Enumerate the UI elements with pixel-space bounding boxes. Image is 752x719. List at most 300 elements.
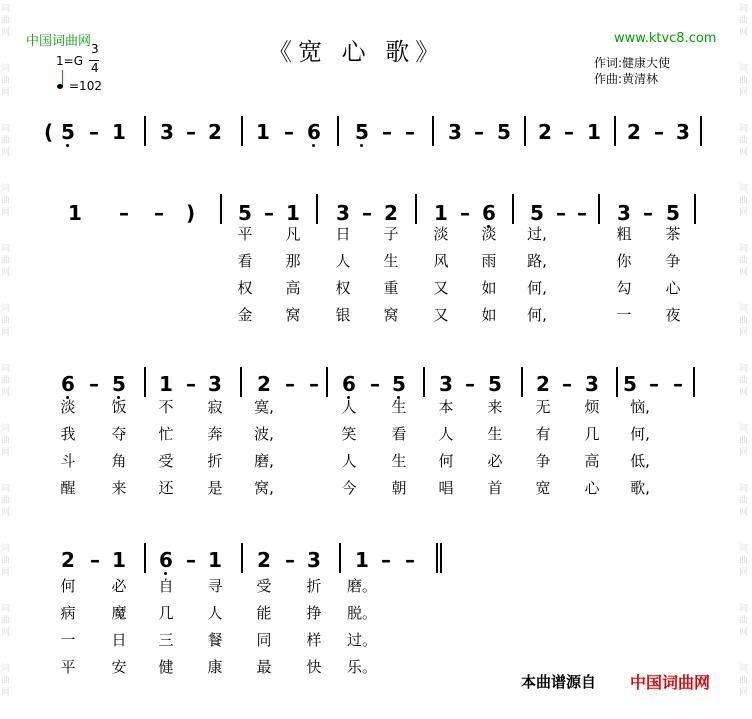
watermark-glyph: 词: [1, 484, 11, 494]
watermark-glyph: 曲: [739, 436, 749, 446]
note-token: –: [309, 372, 319, 396]
bar-line: [339, 543, 341, 573]
lyric-char: 安: [111, 658, 127, 676]
lyric-char: 康: [207, 658, 223, 676]
watermark-glyph: 词: [739, 64, 749, 74]
composer-credit: 作曲:黄清林: [594, 72, 659, 86]
watermark-glyph: 曲: [1, 496, 11, 506]
note-token: –: [460, 201, 470, 225]
watermark-glyph: 网: [739, 208, 749, 218]
bar-line: [512, 194, 514, 224]
watermark-glyph: 网: [739, 688, 749, 698]
source-label: 本曲谱源自: [521, 673, 597, 691]
lyric-char: 又: [433, 279, 449, 297]
source-site[interactable]: 中国词曲网: [630, 673, 711, 692]
note-token: 1: [159, 372, 173, 396]
watermark-glyph: 曲: [739, 316, 749, 326]
lyric-char: 无: [535, 398, 551, 416]
watermark-glyph: 网: [1, 388, 11, 398]
watermark-glyph: 词: [1, 604, 11, 614]
lyric-char: 如: [481, 306, 497, 324]
watermark-glyph: 词: [739, 664, 749, 674]
watermark-glyph: 词: [1, 184, 11, 194]
lyric-char: 我: [60, 425, 76, 443]
lyric-char: 最: [256, 658, 272, 676]
note-token: –: [577, 201, 587, 225]
lyric-char: 生: [391, 398, 407, 416]
note-token: –: [119, 201, 129, 225]
watermark-glyph: 词: [1, 304, 11, 314]
quarter-note-icon: [57, 84, 63, 89]
note-token: 6: [159, 549, 173, 571]
lyric-char: 歌,: [630, 479, 650, 497]
lyric-char: 几: [158, 604, 174, 622]
watermark-glyph: 曲: [1, 436, 11, 446]
lyric-char: 心: [665, 279, 681, 297]
note-token: 5: [530, 201, 544, 225]
lyric-char: 今: [341, 479, 357, 497]
lyric-char: 人: [207, 604, 223, 622]
note-token: 6: [482, 202, 496, 224]
lyric-char: 淡: [433, 225, 449, 243]
watermark-glyph: 词: [739, 604, 749, 614]
note-token: –: [649, 372, 659, 396]
time-sig-top: 3: [91, 42, 99, 56]
lyric-char: 人: [341, 452, 357, 470]
note-token: 5: [355, 121, 369, 143]
bar-line: [693, 367, 695, 397]
watermark-glyph: 网: [1, 208, 11, 218]
lyric-char: 醒: [60, 479, 76, 497]
watermark-glyph: 网: [1, 448, 11, 458]
bar-line: [440, 543, 442, 573]
lyric-char: 笑: [341, 425, 357, 443]
lyric-char: 受: [158, 452, 174, 470]
note-token: –: [264, 201, 274, 225]
lyric-char: 过。: [346, 631, 378, 649]
note-token: 1: [587, 120, 601, 144]
lyric-char: 金: [237, 306, 253, 324]
bar-line: [436, 543, 438, 573]
lyric-char: 何: [438, 452, 454, 470]
watermark-glyph: 网: [739, 628, 749, 638]
lyric-char: 磨,: [254, 452, 274, 470]
lyric-char: 人: [438, 425, 454, 443]
bar-line: [521, 367, 523, 397]
note-token: –: [654, 120, 664, 144]
lyric-char: 窝: [285, 306, 301, 324]
lyric-char: 茶: [665, 225, 681, 243]
lyric-char: 寂: [207, 398, 223, 416]
note-token: 3: [439, 372, 453, 396]
watermark-glyph: 曲: [1, 16, 11, 26]
note-token: –: [89, 120, 99, 144]
low-octave-dot: [66, 144, 69, 147]
lyric-char: 奔: [207, 425, 223, 443]
bar-line: [524, 116, 526, 146]
watermark-glyph: 词: [1, 124, 11, 134]
watermark-glyph: 网: [739, 28, 749, 38]
lyric-char: 受: [256, 577, 272, 595]
watermark-glyph: 网: [1, 148, 11, 158]
lyric-char: 斗: [60, 452, 76, 470]
note-token: 5: [666, 201, 680, 225]
site-name[interactable]: 中国词曲网: [26, 34, 92, 49]
watermark-glyph: 词: [1, 664, 11, 674]
lyric-char: 日: [335, 225, 351, 243]
note-token: –: [186, 120, 196, 144]
note-token: 5: [238, 201, 252, 225]
note-token: 2: [538, 120, 552, 144]
note-token: 5: [488, 372, 502, 396]
bar-line: [694, 194, 696, 224]
watermark-glyph: 网: [1, 508, 11, 518]
lyric-char: 高: [584, 452, 600, 470]
watermark-glyph: 曲: [1, 136, 11, 146]
watermark-glyph: 网: [1, 628, 11, 638]
watermark-glyph: 曲: [1, 316, 11, 326]
lyric-char: 折: [207, 452, 223, 470]
lyric-char: 一: [616, 306, 632, 324]
lyric-char: 何,: [630, 425, 650, 443]
watermark-glyph: 曲: [739, 376, 749, 386]
lyric-char: 高: [285, 279, 301, 297]
note-token: 1: [208, 548, 222, 572]
lyric-char: 何,: [527, 306, 547, 324]
watermark-glyph: 词: [1, 424, 11, 434]
note-token: 3: [208, 372, 222, 396]
note-token: –: [89, 372, 99, 396]
watermark-glyph: 网: [1, 28, 11, 38]
lyric-char: 你: [616, 252, 632, 270]
bar-line: [326, 367, 328, 397]
lyric-char: 还: [158, 479, 174, 497]
lyric-char: 生: [383, 252, 399, 270]
lyric-char: 窝,: [254, 479, 274, 497]
note-token: –: [370, 372, 380, 396]
note-token: 2: [536, 372, 550, 396]
watermark-glyph: 网: [739, 508, 749, 518]
note-token: –: [284, 120, 294, 144]
note-token: 2: [208, 120, 222, 144]
note-token: 1: [112, 120, 126, 144]
watermark-glyph: 网: [739, 448, 749, 458]
note-token: 5: [623, 372, 637, 396]
watermark-glyph: 网: [1, 328, 11, 338]
lyric-char: 餐: [207, 631, 223, 649]
note-token: 2: [257, 548, 271, 572]
watermark-glyph: 曲: [739, 256, 749, 266]
note-token: 2: [384, 201, 398, 225]
lyric-char: 平: [60, 658, 76, 676]
note-token: 6: [342, 373, 356, 395]
lyric-char: 粗: [616, 225, 632, 243]
lyric-char: 本: [438, 398, 454, 416]
lyric-char: 子: [383, 225, 399, 243]
lyric-char: 日: [111, 631, 127, 649]
bar-line: [316, 194, 318, 224]
note-token: –: [382, 120, 392, 144]
watermark-glyph: 网: [739, 268, 749, 278]
quarter-note-stem: [62, 70, 63, 86]
note-token: 3: [617, 201, 631, 225]
watermark-glyph: 词: [739, 544, 749, 554]
note-token: –: [186, 548, 196, 572]
lyric-char: 如: [481, 279, 497, 297]
lyric-char: 宽: [535, 479, 551, 497]
bar-line: [432, 116, 434, 146]
note-token: –: [186, 372, 196, 396]
watermark-glyph: 曲: [739, 496, 749, 506]
watermark-glyph: 词: [1, 544, 11, 554]
intro-open-paren: (: [44, 120, 54, 144]
watermark-glyph: 词: [1, 64, 11, 74]
lyric-char: 雨: [481, 252, 497, 270]
bar-line: [700, 116, 702, 146]
bar-line: [616, 367, 618, 397]
lyric-char: 折: [306, 577, 322, 595]
lyric-char: 风: [433, 252, 449, 270]
lyric-char: 淡: [60, 398, 76, 416]
note-token: –: [405, 120, 415, 144]
lyric-char: 寞,: [254, 398, 274, 416]
note-token: 5: [392, 373, 406, 395]
note-token: –: [405, 548, 415, 572]
note-token: –: [474, 120, 484, 144]
lyric-char: 角: [111, 452, 127, 470]
lyric-char: 魔: [111, 604, 127, 622]
lyric-char: 路,: [527, 252, 547, 270]
note-token: 1: [256, 120, 270, 144]
lyric-char: 病: [60, 604, 76, 622]
note-token: 1: [112, 548, 126, 572]
lyric-char: 人: [335, 252, 351, 270]
lyric-char: 是: [207, 479, 223, 497]
lyric-char: 三: [158, 631, 174, 649]
bar-line: [598, 194, 600, 224]
note-token: 3: [307, 548, 321, 572]
bar-line: [220, 194, 222, 224]
note-token: 2: [61, 548, 75, 572]
lyric-char: 何: [60, 577, 76, 595]
watermark-glyph: 网: [1, 568, 11, 578]
note-token: 6: [307, 121, 321, 143]
bar-line: [144, 543, 146, 573]
lyric-char: 朝: [391, 479, 407, 497]
lyric-char: 低,: [630, 452, 650, 470]
watermark-right: [738, 0, 752, 719]
lyric-char: 权: [335, 279, 351, 297]
lyric-char: 勾: [616, 279, 632, 297]
low-octave-dot: [312, 144, 315, 147]
lyric-char: 首: [487, 479, 503, 497]
watermark-glyph: 词: [739, 124, 749, 134]
note-token: 3: [676, 120, 690, 144]
watermark-left: [0, 0, 14, 719]
lyricist-credit: 作词:健康大使: [594, 56, 671, 70]
watermark-glyph: 网: [1, 268, 11, 278]
lyric-char: 窝: [383, 306, 399, 324]
lyric-char: 争: [665, 252, 681, 270]
watermark-glyph: 网: [739, 388, 749, 398]
watermark-glyph: 曲: [739, 556, 749, 566]
lyric-char: 磨。: [346, 577, 378, 595]
lyric-char: 能: [256, 604, 272, 622]
watermark-glyph: 曲: [1, 616, 11, 626]
watermark-glyph: 曲: [739, 16, 749, 26]
lyric-char: 凡: [285, 225, 301, 243]
note-token: 1: [434, 201, 448, 225]
lyric-char: 同: [256, 631, 272, 649]
watermark-glyph: 曲: [1, 196, 11, 206]
lyric-char: 有: [535, 425, 551, 443]
note-token: –: [556, 201, 566, 225]
site-url[interactable]: www.ktvc8.com: [614, 31, 717, 46]
lyric-char: 波,: [254, 425, 274, 443]
lyric-char: 看: [391, 425, 407, 443]
note-token: 5: [112, 373, 126, 395]
watermark-glyph: 网: [739, 148, 749, 158]
lyric-char: 唱: [438, 479, 454, 497]
watermark-glyph: 曲: [1, 676, 11, 686]
lyric-char: 几: [584, 425, 600, 443]
key-signature: 1=G: [56, 54, 83, 68]
note-token: 3: [585, 372, 599, 396]
watermark-glyph: 词: [1, 244, 11, 254]
note-token: 6: [61, 373, 75, 395]
watermark-glyph: 曲: [1, 76, 11, 86]
lyric-char: 过,: [527, 225, 547, 243]
bar-line: [144, 367, 146, 397]
watermark-glyph: 曲: [739, 136, 749, 146]
lyric-char: 忙: [158, 425, 174, 443]
lyric-char: 争: [535, 452, 551, 470]
watermark-glyph: 曲: [1, 256, 11, 266]
note-token: 3: [160, 120, 174, 144]
intro-close-paren: ): [186, 201, 196, 225]
watermark-glyph: 曲: [1, 376, 11, 386]
bar-line: [241, 543, 243, 573]
lyric-char: 挣: [306, 604, 322, 622]
lyric-char: 生: [487, 425, 503, 443]
tempo-mark: =102: [69, 79, 102, 93]
lyric-char: 必: [111, 577, 127, 595]
watermark-glyph: 词: [739, 484, 749, 494]
watermark-glyph: 网: [1, 688, 11, 698]
low-octave-dot: [164, 572, 167, 575]
lyric-char: 乐。: [346, 658, 378, 676]
note-token: –: [381, 548, 391, 572]
note-token: –: [154, 201, 164, 225]
watermark-glyph: 词: [1, 4, 11, 14]
lyric-char: 脱。: [346, 604, 378, 622]
watermark-glyph: 网: [739, 328, 749, 338]
lyric-char: 饭: [111, 398, 127, 416]
bar-line: [337, 116, 339, 146]
note-token: 2: [257, 372, 271, 396]
watermark-glyph: 词: [739, 364, 749, 374]
lyric-char: 自: [158, 577, 174, 595]
lyric-char: 重: [383, 279, 399, 297]
note-token: 3: [448, 120, 462, 144]
lyric-char: 快: [306, 658, 322, 676]
low-octave-dot: [360, 144, 363, 147]
note-token: –: [465, 372, 475, 396]
time-sig-bottom: 4: [91, 61, 99, 75]
lyric-char: 烦: [584, 398, 600, 416]
bar-line: [415, 194, 417, 224]
bar-line: [614, 116, 616, 146]
note-token: 1: [355, 548, 369, 572]
lyric-char: 平: [237, 225, 253, 243]
note-token: –: [362, 201, 372, 225]
watermark-glyph: 曲: [739, 616, 749, 626]
lyric-char: 样: [306, 631, 322, 649]
lyric-char: 看: [237, 252, 253, 270]
lyric-char: 夜: [665, 306, 681, 324]
note-token: 1: [68, 201, 82, 225]
lyric-char: 何,: [527, 279, 547, 297]
lyric-char: 必: [487, 452, 503, 470]
note-token: –: [643, 201, 653, 225]
lyric-char: 健: [158, 658, 174, 676]
lyric-char: 那: [285, 252, 301, 270]
watermark-glyph: 曲: [739, 676, 749, 686]
lyric-char: 淡: [481, 225, 497, 243]
watermark-glyph: 词: [739, 244, 749, 254]
lyric-char: 人: [341, 398, 357, 416]
note-token: 1: [286, 201, 300, 225]
bar-line: [240, 367, 242, 397]
watermark-glyph: 曲: [739, 196, 749, 206]
note-token: 5: [497, 120, 511, 144]
note-token: –: [285, 372, 295, 396]
note-token: 5: [61, 121, 75, 143]
lyric-char: 权: [237, 279, 253, 297]
lyric-char: 一: [60, 631, 76, 649]
song-title: 《宽 心 歌》: [268, 38, 446, 66]
lyric-char: 心: [584, 479, 600, 497]
bar-line: [423, 367, 425, 397]
bar-line: [241, 116, 243, 146]
note-token: –: [90, 548, 100, 572]
watermark-glyph: 网: [739, 568, 749, 578]
lyric-char: 来: [111, 479, 127, 497]
lyric-char: 银: [335, 306, 351, 324]
watermark-glyph: 词: [1, 364, 11, 374]
watermark-glyph: 网: [739, 88, 749, 98]
watermark-glyph: 网: [1, 88, 11, 98]
watermark-glyph: 词: [739, 4, 749, 14]
lyric-char: 夺: [111, 425, 127, 443]
note-token: –: [562, 372, 572, 396]
note-token: –: [673, 372, 683, 396]
note-token: 3: [336, 201, 350, 225]
watermark-glyph: 词: [739, 424, 749, 434]
lyric-char: 又: [433, 306, 449, 324]
lyric-char: 寻: [207, 577, 223, 595]
lyric-char: 恼,: [630, 398, 650, 416]
lyric-char: 不: [158, 398, 174, 416]
watermark-glyph: 词: [739, 184, 749, 194]
note-token: 2: [627, 120, 641, 144]
watermark-glyph: 曲: [739, 76, 749, 86]
watermark-glyph: 词: [739, 304, 749, 314]
note-token: –: [285, 548, 295, 572]
watermark-glyph: 曲: [1, 556, 11, 566]
note-token: –: [564, 120, 574, 144]
lyric-char: 生: [391, 452, 407, 470]
